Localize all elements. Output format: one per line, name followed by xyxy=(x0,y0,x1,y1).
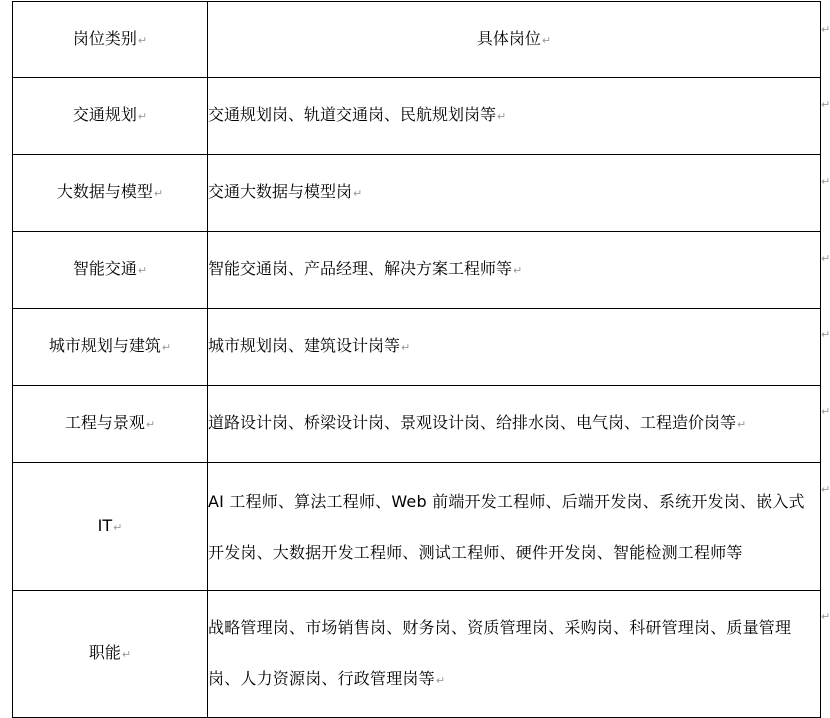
paragraph-mark: ↵ xyxy=(121,648,132,661)
positions-text: 城市规划岗、建筑设计岗等 xyxy=(208,336,401,355)
table-row xyxy=(13,232,821,309)
category-cell xyxy=(13,386,208,463)
positions-cell xyxy=(208,591,821,718)
paragraph-mark: ↵ xyxy=(497,110,507,123)
row-end-mark: ↵ xyxy=(821,610,830,623)
table-row xyxy=(13,78,821,155)
paragraph-mark: ↵ xyxy=(541,33,552,47)
row-end-mark: ↵ xyxy=(821,483,830,496)
header-category-label: 岗位类别 xyxy=(72,28,137,48)
paragraph-mark: ↵ xyxy=(113,520,123,534)
category-text: IT xyxy=(97,515,113,535)
positions-cell xyxy=(208,386,821,463)
positions-text: 交通规划岗、轨道交通岗、民航规划岗等 xyxy=(208,105,497,124)
paragraph-mark: ↵ xyxy=(137,33,148,47)
category-cell xyxy=(13,591,208,718)
header-category xyxy=(13,2,208,78)
category-cell xyxy=(13,78,208,155)
positions-cell xyxy=(208,463,821,591)
category-cell xyxy=(13,309,208,386)
paragraph-mark: ↵ xyxy=(513,264,523,277)
table-row xyxy=(13,386,821,463)
positions-text: 智能交通岗、产品经理、解决方案工程师等 xyxy=(208,259,513,278)
table-header-row xyxy=(13,2,821,78)
paragraph-mark: ↵ xyxy=(435,674,446,687)
header-positions xyxy=(208,2,821,78)
category-text: 职能 xyxy=(88,643,121,662)
paragraph-mark: ↵ xyxy=(401,341,411,354)
paragraph-mark: ↵ xyxy=(737,418,747,431)
table-row xyxy=(13,591,821,718)
paragraph-mark: ↵ xyxy=(137,110,148,123)
row-end-mark: ↵ xyxy=(821,98,830,111)
positions-text: 交通大数据与模型岗 xyxy=(208,182,353,201)
positions-cell xyxy=(208,155,821,232)
job-category-table xyxy=(12,1,821,718)
category-text: 大数据与模型 xyxy=(56,182,153,201)
table-row xyxy=(13,155,821,232)
category-text: 智能交通 xyxy=(72,259,137,278)
row-end-mark: ↵ xyxy=(821,328,830,341)
category-cell xyxy=(13,232,208,309)
positions-text: 战略管理岗、市场销售岗、财务岗、资质管理岗、采购岗、科研管理岗、质量管理岗、人力资源岗、行政管理岗等 xyxy=(208,618,792,688)
row-end-mark: ↵ xyxy=(821,23,830,36)
paragraph-mark: ↵ xyxy=(137,264,148,277)
category-text: 工程与景观 xyxy=(64,413,145,432)
paragraph-mark: ↵ xyxy=(145,418,156,431)
row-end-mark: ↵ xyxy=(821,405,830,418)
table-row xyxy=(13,463,821,591)
positions-cell xyxy=(208,309,821,386)
paragraph-mark: ↵ xyxy=(161,341,172,354)
positions-cell xyxy=(208,78,821,155)
positions-cell xyxy=(208,232,821,309)
header-positions-label: 具体岗位 xyxy=(476,28,541,48)
table-row xyxy=(13,309,821,386)
category-text: 城市规划与建筑 xyxy=(48,336,161,355)
row-end-mark: ↵ xyxy=(821,175,830,188)
positions-text: AI 工程师、算法工程师、Web 前端开发工程师、后端开发岗、系统开发岗、嵌入式开发岗、大数据开发工程师、测试工程师、硬件开发岗、智能检测工程师等 xyxy=(208,491,805,562)
positions-text: 道路设计岗、桥梁设计岗、景观设计岗、给排水岗、电气岗、工程造价岗等 xyxy=(208,413,737,432)
category-cell xyxy=(13,463,208,591)
paragraph-mark: ↵ xyxy=(153,187,164,200)
row-end-mark: ↵ xyxy=(821,252,830,265)
category-text: 交通规划 xyxy=(72,105,137,124)
paragraph-mark: ↵ xyxy=(353,187,363,200)
category-cell xyxy=(13,155,208,232)
